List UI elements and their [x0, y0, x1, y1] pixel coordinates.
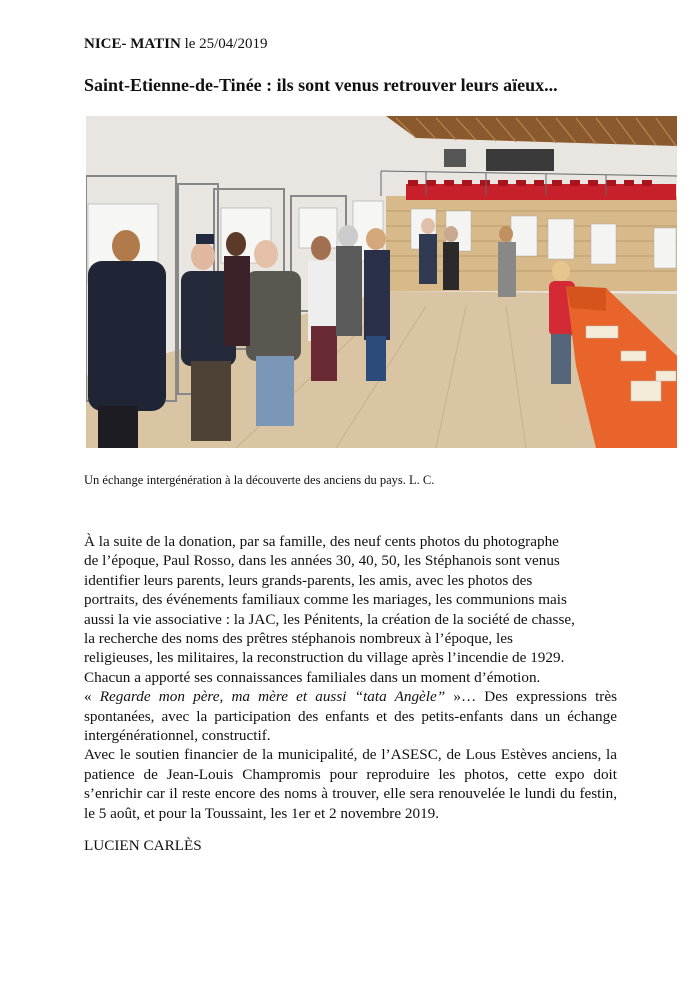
quote-paragraph: [84, 687, 617, 745]
exhibition-photo-illustration: [86, 116, 677, 448]
article-line: aussi la vie associative : la JAC, les Pénitents, la création de la société de chasse,: [84, 610, 575, 628]
article-line: la recherche des noms des prêtres stéphanois nombreux à l’époque, les: [84, 630, 513, 648]
article-headline: Saint-Etienne-de-Tinée : ils sont venus retrouver leurs aïeux...: [84, 75, 558, 95]
window: [486, 149, 554, 171]
article-body: [84, 532, 617, 823]
quote-rest: Des expressions très spontanées, avec la participation des enfants et des petits-enfants dans un échange intergénérationnel, constructif.: [84, 688, 618, 745]
publication-name: NICE- MATIN: [84, 36, 181, 52]
publication-header: [84, 35, 267, 53]
article-line: religieuses, les militaires, la reconstruction du village après l’incendie de 1929.: [84, 649, 565, 667]
quote-open: «: [84, 688, 92, 706]
closing-paragraph: Avec le soutien financier de la municipalité, de l’ASESC, de Lous Estèves anciens, la patience de Jean-Louis Champromis pour reproduire les photos, cette expo doit s’enrichir car il reste encore des noms à trouver, elle sera renouvelée le lundi du festin, le 5 août, et pour la Toussaint, les 1er et 2 novembre 2019.: [84, 746, 617, 822]
article-line: Chacun a apporté ses connaissances familiales dans un moment d’émotion.: [84, 668, 541, 686]
photo-caption: Un échange intergénération à la découverte des anciens du pays. L. C.: [84, 473, 435, 487]
article-line: de l’époque, Paul Rosso, dans les années 30, 40, 50, les Stéphanois sont venus: [84, 552, 560, 570]
quote-close: »…: [453, 688, 477, 706]
author-signature: LUCIEN CARLÈS: [84, 837, 202, 854]
article-photo: [86, 116, 677, 448]
article-line: À la suite de la donation, par sa famille, des neuf cents photos du photographe: [84, 533, 559, 550]
article-line: portraits, des événements familiaux comme les mariages, les communions mais: [84, 591, 567, 609]
article-line: identifier leurs parents, leurs grands-parents, les amis, avec les photos des: [84, 571, 533, 589]
quote-text: Regarde mon père, ma mère et aussi “tata Angèle”: [99, 688, 446, 706]
publication-date: le 25/04/2019: [184, 36, 268, 52]
red-seats: [406, 184, 676, 200]
